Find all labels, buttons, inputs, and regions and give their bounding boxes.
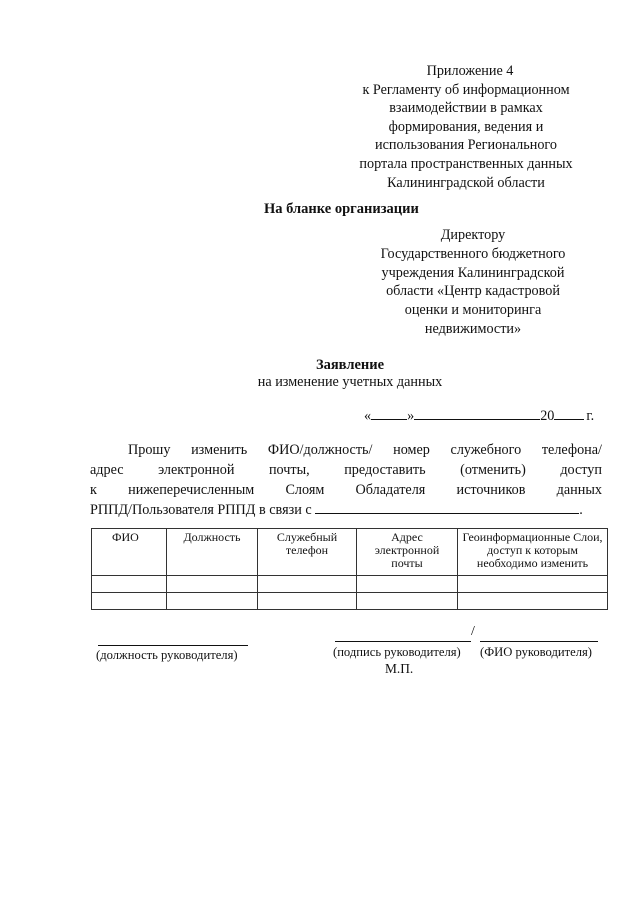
addressee-line: области «Центр кадастровой xyxy=(386,283,560,300)
date-open-quote: « xyxy=(364,408,372,424)
letterhead-note: На бланке организации xyxy=(264,201,419,217)
month-field[interactable] xyxy=(414,406,540,420)
table-cell[interactable] xyxy=(167,576,258,593)
name-signature-line[interactable] xyxy=(480,641,598,642)
year-field[interactable] xyxy=(554,406,584,420)
column-header-email: Адрес электронной почты xyxy=(357,529,458,576)
table-cell[interactable] xyxy=(92,576,167,593)
signature-separator: / xyxy=(471,624,475,639)
position-signature-line[interactable] xyxy=(98,645,248,646)
name-label: (ФИО руководителя) xyxy=(480,645,592,659)
document-subtitle: на изменение учетных данных xyxy=(257,374,443,390)
table-cell[interactable] xyxy=(92,593,167,610)
table-row xyxy=(92,593,608,610)
addressee-line: Государственного бюджетного xyxy=(380,245,566,262)
day-field[interactable] xyxy=(371,406,407,420)
addressee-line: Директору xyxy=(440,227,506,243)
addressee-line: оценки и мониторинга xyxy=(404,302,542,319)
date-close-quote: » xyxy=(407,408,415,424)
reason-suffix: . xyxy=(579,502,583,518)
appendix-line: Калининградской области xyxy=(387,174,545,191)
appendix-line: Приложение 4 xyxy=(426,63,514,79)
layers-table xyxy=(91,528,608,610)
signature-label: (подпись руководителя) xyxy=(333,645,461,659)
table-cell[interactable] xyxy=(357,576,458,593)
table-row xyxy=(92,576,608,593)
addressee-line: недвижимости» xyxy=(424,320,522,337)
appendix-line: портала пространственных данных xyxy=(359,155,573,172)
column-header-position: Должность xyxy=(167,529,258,576)
appendix-line: взаимодействии в рамках xyxy=(389,100,543,117)
reason-prefix: РППД/Пользователя РППД в связи с xyxy=(90,502,312,518)
stamp-label: М.П. xyxy=(385,661,414,676)
signature-line[interactable] xyxy=(335,641,471,642)
reason-field[interactable] xyxy=(315,500,579,514)
table-cell[interactable] xyxy=(258,576,357,593)
column-header-fio: ФИО xyxy=(92,529,167,576)
position-label: (должность руководителя) xyxy=(96,648,238,662)
addressee-line: учреждения Калининградской xyxy=(381,264,565,281)
year-suffix: г. xyxy=(586,408,595,424)
column-header-layers: Геоинформационные Слои, доступ к которым необходимо изменить xyxy=(458,529,608,576)
paragraph-last-line xyxy=(90,500,602,520)
year-prefix: 20 xyxy=(540,408,555,424)
table-cell[interactable] xyxy=(458,593,608,610)
appendix-line: формирования, ведения и xyxy=(388,118,544,135)
document-title: Заявление xyxy=(315,357,385,373)
column-header-phone: Служебный телефон xyxy=(258,529,357,576)
date-line xyxy=(364,406,594,425)
paragraph-line: Прошу изменить ФИО/должность/ номер служебного телефона/ xyxy=(128,442,602,458)
addressee-block xyxy=(362,226,584,339)
request-paragraph xyxy=(90,440,602,520)
table-cell[interactable] xyxy=(357,593,458,610)
appendix-line: к Регламенту об информационном xyxy=(362,81,570,98)
paragraph-line: к нижеперечисленным Слоям Обладателя источников данных xyxy=(90,482,602,498)
appendix-header xyxy=(330,62,602,192)
table-cell[interactable] xyxy=(167,593,258,610)
paragraph-line: адрес электронной почты, предоставить (отменить) доступ xyxy=(90,462,602,478)
appendix-line: использования Регионального xyxy=(375,137,557,154)
table-header-row xyxy=(92,529,608,576)
table-cell[interactable] xyxy=(258,593,357,610)
table-cell[interactable] xyxy=(458,576,608,593)
